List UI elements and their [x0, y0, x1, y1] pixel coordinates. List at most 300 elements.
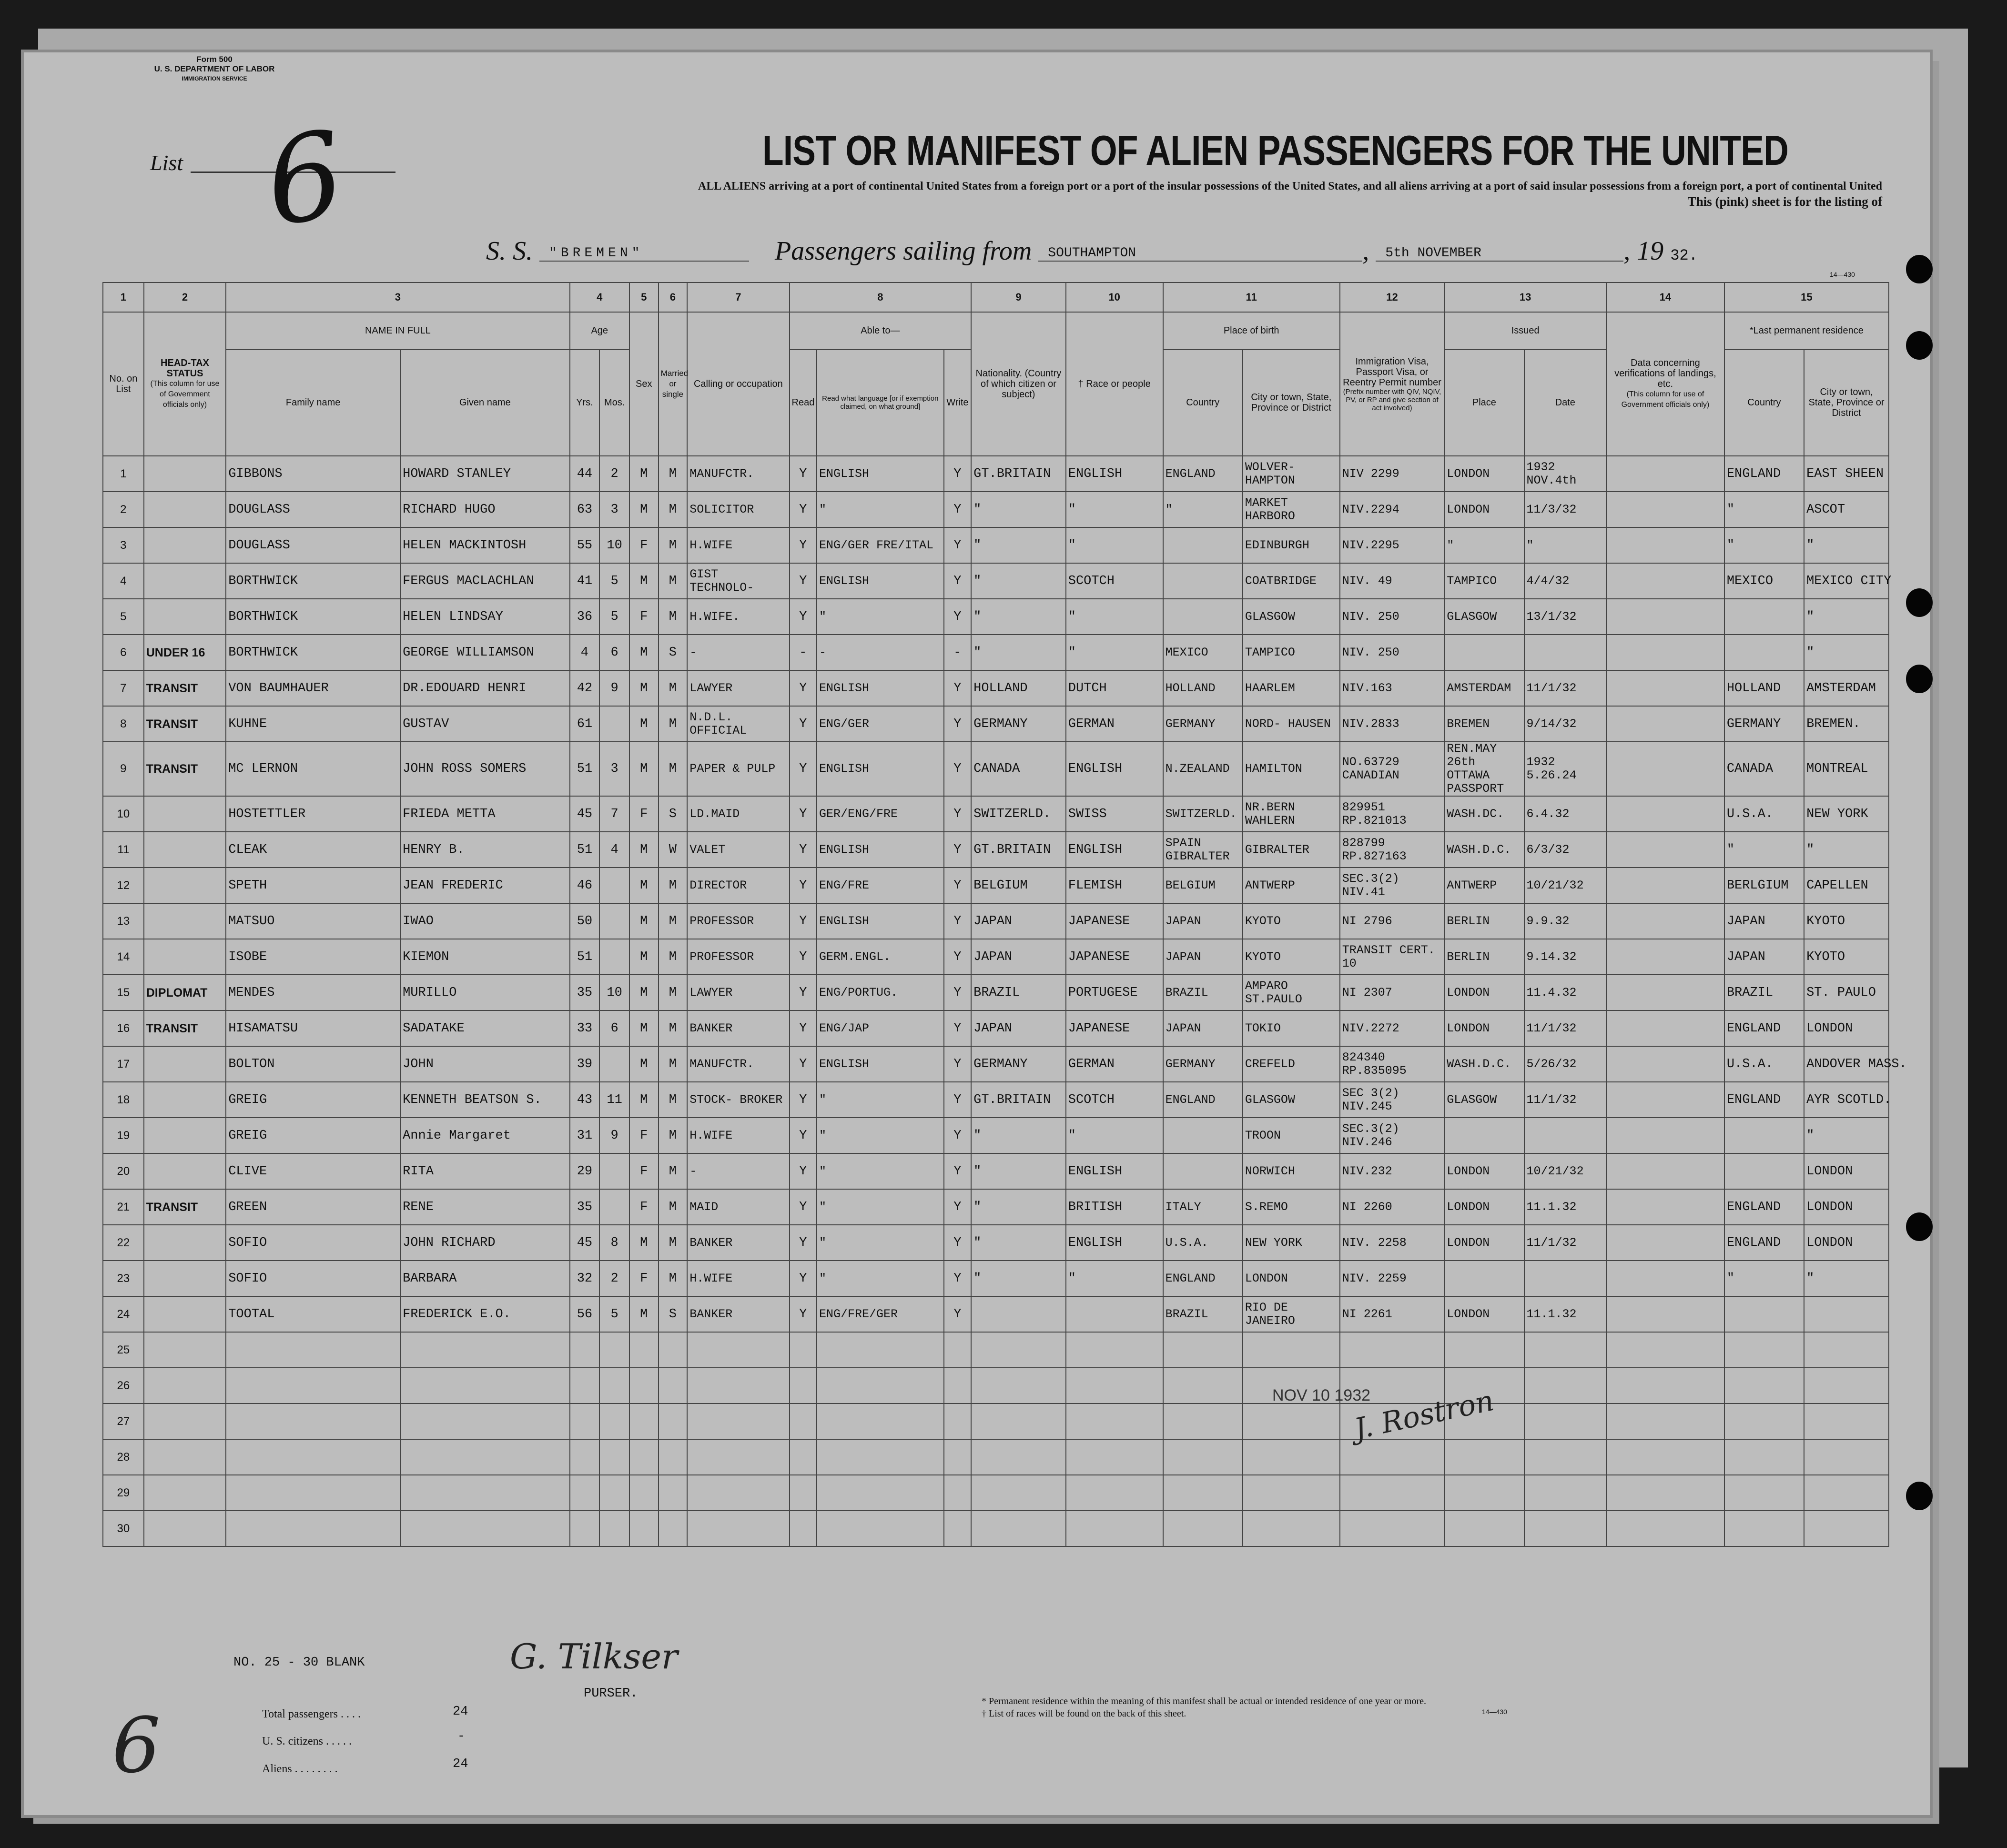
read-language: ENG/FRE [817, 868, 944, 903]
row-number: 8 [103, 706, 144, 742]
residence-city: " [1804, 599, 1889, 635]
sex: M [629, 975, 659, 1010]
visa-number: NIV. 250 [1340, 635, 1445, 670]
head-tax-status: TRANSIT [144, 1010, 226, 1046]
birth-city: RIO DE JANEIRO [1243, 1296, 1340, 1332]
race: " [1066, 1118, 1163, 1153]
race: " [1066, 492, 1163, 527]
marital-status [659, 1475, 688, 1511]
marital-status [659, 1511, 688, 1546]
residence-country [1724, 1153, 1804, 1189]
can-read: Y [790, 670, 817, 706]
issued-date: 9.9.32 [1524, 903, 1607, 939]
head-tax-title: HEAD-TAX STATUS [161, 358, 209, 379]
family-name: CLIVE [226, 1153, 400, 1189]
occupation: BANKER [687, 1225, 789, 1261]
birth-country [1163, 527, 1243, 563]
column-number: 9 [971, 283, 1066, 312]
header-issued-place: Place [1444, 350, 1524, 456]
column-number: 2 [144, 283, 226, 312]
row-number: 1 [103, 456, 144, 492]
given-name: RITA [400, 1153, 569, 1189]
race: ENGLISH [1066, 456, 1163, 492]
head-tax-status [144, 527, 226, 563]
issued-place [1444, 1439, 1524, 1475]
visa-number: SEC 3(2) NIV.245 [1340, 1082, 1445, 1118]
head-tax-status [144, 1404, 226, 1439]
age-years [570, 1368, 600, 1404]
landing-data [1606, 742, 1724, 796]
sex [629, 1475, 659, 1511]
residence-country: " [1724, 1261, 1804, 1296]
issued-place: " [1444, 527, 1524, 563]
race: SCOTCH [1066, 563, 1163, 599]
family-name [226, 1368, 400, 1404]
read-language: " [817, 1082, 944, 1118]
read-language: ENG/GER [817, 706, 944, 742]
inspector-signature: J. Rostron [1351, 1383, 1497, 1446]
marital-status: M [659, 492, 688, 527]
head-tax-status: TRANSIT [144, 670, 226, 706]
read-language: ENGLISH [817, 456, 944, 492]
residence-city: CAPELLEN [1804, 868, 1889, 903]
sex: M [629, 1046, 659, 1082]
race: JAPANESE [1066, 939, 1163, 975]
issued-date [1524, 1118, 1607, 1153]
landing-data [1606, 832, 1724, 868]
row-number: 13 [103, 903, 144, 939]
issued-place: LONDON [1444, 456, 1524, 492]
issued-date: " [1524, 527, 1607, 563]
race [1066, 1296, 1163, 1332]
given-name: HELEN MACKINTOSH [400, 527, 569, 563]
column-number: 11 [1163, 283, 1340, 312]
table-row [103, 635, 1889, 670]
birth-country: BRAZIL [1163, 975, 1243, 1010]
age-months [599, 903, 629, 939]
visa-number [1340, 1332, 1445, 1368]
family-name: BOLTON [226, 1046, 400, 1082]
age-months: 6 [599, 635, 629, 670]
residence-city: LONDON [1804, 1189, 1889, 1225]
age-years [570, 1332, 600, 1368]
read-language: ENGLISH [817, 903, 944, 939]
sex: M [629, 456, 659, 492]
can-read: Y [790, 742, 817, 796]
table-row [103, 456, 1889, 492]
residence-country: BRAZIL [1724, 975, 1804, 1010]
issued-date: 4/4/32 [1524, 563, 1607, 599]
residence-country: U.S.A. [1724, 796, 1804, 832]
can-read [790, 1368, 817, 1404]
head-tax-status [144, 1296, 226, 1332]
residence-country [1724, 1118, 1804, 1153]
read-language: " [817, 1261, 944, 1296]
header-race: † Race or people [1066, 312, 1163, 456]
list-label: List [150, 151, 183, 175]
can-write: Y [944, 1046, 972, 1082]
landing-data [1606, 706, 1724, 742]
occupation: LAWYER [687, 670, 789, 706]
year-suffix: 32. [1670, 247, 1698, 264]
given-name: RICHARD HUGO [400, 492, 569, 527]
nationality: JAPAN [971, 939, 1066, 975]
ss-label: S. S. [486, 236, 533, 266]
residence-country [1724, 1439, 1804, 1475]
header-landings [1606, 312, 1724, 456]
can-read: Y [790, 832, 817, 868]
birth-city: ANTWERP [1243, 868, 1340, 903]
race [1066, 1368, 1163, 1404]
row-number: 14 [103, 939, 144, 975]
family-name [226, 1332, 400, 1368]
can-read: Y [790, 456, 817, 492]
occupation: STOCK- BROKER [687, 1082, 789, 1118]
residence-country: ENGLAND [1724, 456, 1804, 492]
family-name [226, 1475, 400, 1511]
sex: F [629, 1261, 659, 1296]
age-years: 29 [570, 1153, 600, 1189]
nationality: HOLLAND [971, 670, 1066, 706]
visa-number: 824340 RP.835095 [1340, 1046, 1445, 1082]
sex [629, 1368, 659, 1404]
issued-date [1524, 635, 1607, 670]
occupation: H.WIFE [687, 1261, 789, 1296]
given-name [400, 1475, 569, 1511]
family-name [226, 1439, 400, 1475]
aliens-label: Aliens . . . . . . . . [262, 1763, 338, 1775]
visa-number: SEC.3(2) NIV.246 [1340, 1118, 1445, 1153]
birth-city: LONDON [1243, 1261, 1340, 1296]
age-years: 51 [570, 742, 600, 796]
residence-country [1724, 1475, 1804, 1511]
read-language: " [817, 492, 944, 527]
row-number: 11 [103, 832, 144, 868]
occupation: H.WIFE. [687, 599, 789, 635]
race: BRITISH [1066, 1189, 1163, 1225]
row-number: 28 [103, 1439, 144, 1475]
can-write [944, 1475, 972, 1511]
column-number: 13 [1444, 283, 1606, 312]
table-header [103, 283, 1889, 456]
read-language [817, 1404, 944, 1439]
manifest-subtitle [419, 179, 1882, 209]
visa-number: NIV.2272 [1340, 1010, 1445, 1046]
race: JAPANESE [1066, 1010, 1163, 1046]
head-tax-status [144, 599, 226, 635]
occupation [687, 1332, 789, 1368]
read-language [817, 1332, 944, 1368]
punch-hole [1906, 1482, 1933, 1510]
marital-status [659, 1368, 688, 1404]
race: GERMAN [1066, 1046, 1163, 1082]
header-mos: Mos. [599, 350, 629, 456]
page-mark: 6 [112, 1701, 161, 1790]
issued-place: LONDON [1444, 1153, 1524, 1189]
head-tax-status: TRANSIT [144, 1189, 226, 1225]
birth-city: TOKIO [1243, 1010, 1340, 1046]
can-write: Y [944, 796, 972, 832]
occupation: - [687, 635, 789, 670]
residence-city: EAST SHEEN [1804, 456, 1889, 492]
issued-place: LONDON [1444, 975, 1524, 1010]
race [1066, 1404, 1163, 1439]
race [1066, 1475, 1163, 1511]
header-given-name: Given name [400, 350, 569, 456]
family-name: BORTHWICK [226, 635, 400, 670]
issued-date: 11/1/32 [1524, 1225, 1607, 1261]
footnotes [982, 1695, 1426, 1720]
given-name: HELEN LINDSAY [400, 599, 569, 635]
occupation [687, 1511, 789, 1546]
head-tax-status [144, 1475, 226, 1511]
table-row [103, 670, 1889, 706]
birth-city: WOLVER- HAMPTON [1243, 456, 1340, 492]
issued-place: WASH.D.C. [1444, 832, 1524, 868]
can-write: Y [944, 1225, 972, 1261]
can-read [790, 1439, 817, 1475]
can-write: Y [944, 492, 972, 527]
family-name: HISAMATSU [226, 1010, 400, 1046]
residence-country: JAPAN [1724, 939, 1804, 975]
marital-status [659, 1439, 688, 1475]
residence-city: KYOTO [1804, 903, 1889, 939]
birth-city: GLASGOW [1243, 1082, 1340, 1118]
read-language: ENG/GER FRE/ITAL [817, 527, 944, 563]
sex: M [629, 1010, 659, 1046]
read-language: " [817, 1189, 944, 1225]
family-name: KUHNE [226, 706, 400, 742]
birth-country: JAPAN [1163, 1010, 1243, 1046]
family-name: ISOBE [226, 939, 400, 975]
sex: M [629, 1082, 659, 1118]
issued-place [1444, 1475, 1524, 1511]
birth-country: ENGLAND [1163, 1261, 1243, 1296]
issued-date: 11/3/32 [1524, 492, 1607, 527]
sex: M [629, 1225, 659, 1261]
issued-date: 11.1.32 [1524, 1296, 1607, 1332]
sex: M [629, 939, 659, 975]
nationality [971, 1296, 1066, 1332]
landing-data [1606, 1010, 1724, 1046]
birth-country [1163, 1404, 1243, 1439]
can-write: Y [944, 1082, 972, 1118]
table-row [103, 832, 1889, 868]
manifest-title: LIST OR MANIFEST OF ALIEN PASSENGERS FOR THE UNITED [762, 127, 1789, 174]
marital-status [659, 1332, 688, 1368]
residence-country: HOLLAND [1724, 670, 1804, 706]
head-tax-note: (This column for use of Government officials only) [150, 380, 220, 409]
read-language: " [817, 1225, 944, 1261]
column-number-row [103, 283, 1889, 312]
given-name: FREDERICK E.O. [400, 1296, 569, 1332]
age-years: 61 [570, 706, 600, 742]
table-row [103, 1118, 1889, 1153]
header-issued-date: Date [1524, 350, 1607, 456]
age-months: 5 [599, 599, 629, 635]
occupation: MANUFCTR. [687, 1046, 789, 1082]
issued-place: AMSTERDAM [1444, 670, 1524, 706]
given-name [400, 1511, 569, 1546]
header-last-residence: *Last permanent residence [1724, 312, 1889, 350]
landing-data [1606, 1332, 1724, 1368]
age-years: 55 [570, 527, 600, 563]
occupation [687, 1404, 789, 1439]
race: SCOTCH [1066, 1082, 1163, 1118]
age-months: 5 [599, 563, 629, 599]
residence-country: ENGLAND [1724, 1189, 1804, 1225]
landing-data [1606, 670, 1724, 706]
birth-country: JAPAN [1163, 939, 1243, 975]
age-months [599, 1404, 629, 1439]
landing-data [1606, 563, 1724, 599]
age-months [599, 1368, 629, 1404]
visa-number [1340, 1511, 1445, 1546]
list-number: 6 [257, 105, 352, 253]
read-language: GERM.ENGL. [817, 939, 944, 975]
issued-place: GLASGOW [1444, 1082, 1524, 1118]
age-years: 32 [570, 1261, 600, 1296]
race: ENGLISH [1066, 832, 1163, 868]
can-read: Y [790, 1225, 817, 1261]
residence-city: NEW YORK [1804, 796, 1889, 832]
given-name: HENRY B. [400, 832, 569, 868]
occupation: H.WIFE [687, 527, 789, 563]
marital-status: M [659, 868, 688, 903]
residence-city: BREMEN. [1804, 706, 1889, 742]
issued-date [1524, 1404, 1607, 1439]
residence-city [1804, 1439, 1889, 1475]
marital-status: M [659, 563, 688, 599]
head-tax-status: TRANSIT [144, 742, 226, 796]
purser-label: PURSER. [584, 1686, 638, 1701]
sex [629, 1404, 659, 1439]
can-read: Y [790, 492, 817, 527]
residence-city: " [1804, 527, 1889, 563]
can-read: Y [790, 1010, 817, 1046]
family-name: VON BAUMHAUER [226, 670, 400, 706]
sex [629, 1511, 659, 1546]
issued-date: 9/14/32 [1524, 706, 1607, 742]
read-language [817, 1368, 944, 1404]
occupation: PROFESSOR [687, 903, 789, 939]
nationality [971, 1511, 1066, 1546]
age-months: 6 [599, 1010, 629, 1046]
age-years: 51 [570, 832, 600, 868]
table-row [103, 1261, 1889, 1296]
nationality [971, 1404, 1066, 1439]
occupation: BANKER [687, 1296, 789, 1332]
read-language: ENGLISH [817, 563, 944, 599]
residence-city: " [1804, 1118, 1889, 1153]
issued-date [1524, 1368, 1607, 1404]
form-number: Form 500 [196, 55, 233, 64]
residence-country: " [1724, 527, 1804, 563]
age-months: 9 [599, 670, 629, 706]
birth-city [1243, 1475, 1340, 1511]
landing-data [1606, 1261, 1724, 1296]
table-row [103, 527, 1889, 563]
visa-number [1340, 1439, 1445, 1475]
birth-country [1163, 1153, 1243, 1189]
family-name [226, 1404, 400, 1439]
family-name: CLEAK [226, 832, 400, 868]
residence-country [1724, 635, 1804, 670]
can-write: Y [944, 599, 972, 635]
can-write [944, 1368, 972, 1404]
row-number: 25 [103, 1332, 144, 1368]
head-tax-status [144, 868, 226, 903]
header-yrs: Yrs. [570, 350, 600, 456]
column-number: 10 [1066, 283, 1163, 312]
can-write: Y [944, 939, 972, 975]
table-row [103, 868, 1889, 903]
occupation: LAWYER [687, 975, 789, 1010]
can-read: Y [790, 1153, 817, 1189]
column-number: 12 [1340, 283, 1445, 312]
age-months: 5 [599, 1296, 629, 1332]
birth-city: KYOTO [1243, 903, 1340, 939]
birth-country [1163, 599, 1243, 635]
row-number: 12 [103, 868, 144, 903]
row-number: 9 [103, 742, 144, 796]
marital-status: M [659, 1082, 688, 1118]
nationality: " [971, 1153, 1066, 1189]
sex: M [629, 670, 659, 706]
visa-number: NIV.163 [1340, 670, 1445, 706]
marital-status: W [659, 832, 688, 868]
manifest-table [102, 282, 1907, 1547]
nationality [971, 1332, 1066, 1368]
read-language: ENGLISH [817, 832, 944, 868]
birth-city: EDINBURGH [1243, 527, 1340, 563]
visa-number [1340, 1475, 1445, 1511]
departure-port: SOUTHAMPTON [1038, 246, 1362, 262]
birth-country: " [1163, 492, 1243, 527]
visa-number: NIV. 250 [1340, 599, 1445, 635]
can-read: Y [790, 796, 817, 832]
issued-place: ANTWERP [1444, 868, 1524, 903]
issued-date: 11.1.32 [1524, 1189, 1607, 1225]
departure-date: 5th NOVEMBER [1376, 246, 1623, 262]
birth-country: U.S.A. [1163, 1225, 1243, 1261]
can-read: Y [790, 527, 817, 563]
can-write: Y [944, 742, 972, 796]
sex: M [629, 832, 659, 868]
family-name: GREEN [226, 1189, 400, 1225]
marital-status: S [659, 796, 688, 832]
punch-hole [1906, 1212, 1933, 1241]
given-name: FERGUS MACLACHLAN [400, 563, 569, 599]
age-months [599, 1475, 629, 1511]
occupation: PROFESSOR [687, 939, 789, 975]
table-row [103, 742, 1889, 796]
race [1066, 1439, 1163, 1475]
head-tax-status: DIPLOMAT [144, 975, 226, 1010]
can-read: Y [790, 1046, 817, 1082]
header-read-language: Read what language [or if exemption claimed, on what ground] [817, 350, 944, 456]
residence-city [1804, 1475, 1889, 1511]
given-name: SADATAKE [400, 1010, 569, 1046]
can-read: Y [790, 903, 817, 939]
issued-date: 6.4.32 [1524, 796, 1607, 832]
head-tax-status [144, 1225, 226, 1261]
marital-status: M [659, 599, 688, 635]
sex: M [629, 1296, 659, 1332]
residence-country: MEXICO [1724, 563, 1804, 599]
landing-data [1606, 1082, 1724, 1118]
column-number: 4 [570, 283, 629, 312]
